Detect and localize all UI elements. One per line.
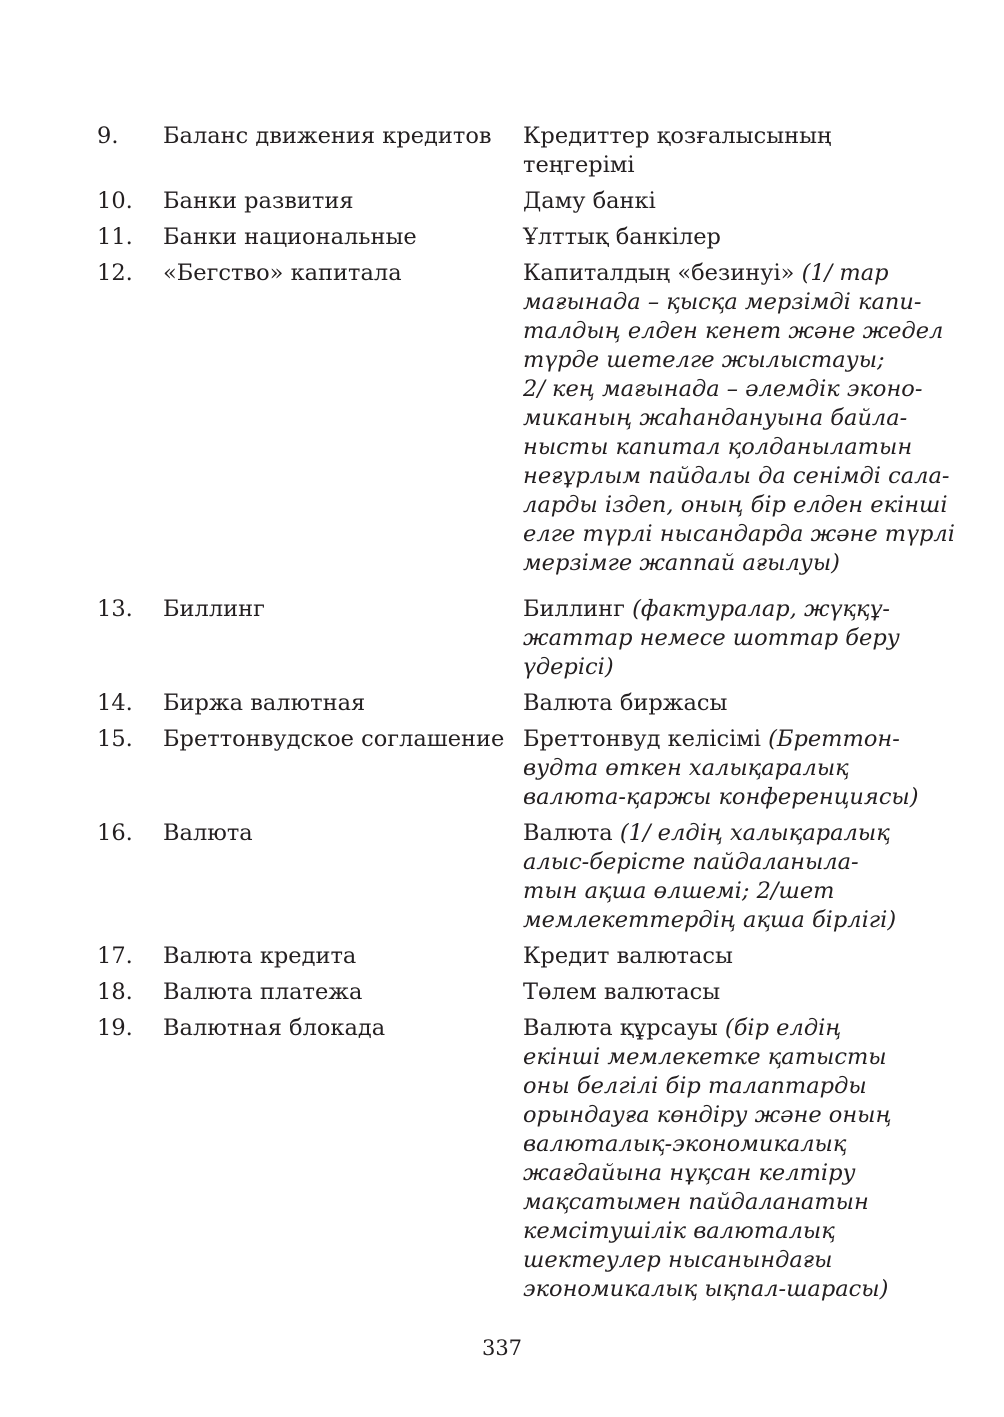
glossary-entry [97, 689, 927, 718]
russian-term: Валюта платежа [163, 979, 363, 1005]
entry-number: 16. [97, 820, 133, 846]
translation-note: (бір елдің [724, 1015, 842, 1041]
russian-term: Бреттонвудское соглашение [163, 726, 505, 752]
translation-line [523, 783, 919, 812]
translation-line [523, 346, 913, 375]
translation-line [523, 1275, 913, 1304]
translation-line [523, 549, 913, 578]
translation-note: нысты капитал қолданылатын [523, 434, 913, 460]
translation-note: екінші мемлекетке қатысты [523, 1044, 887, 1070]
translation-note: мемлекеттердің ақша бірлігі) [523, 907, 897, 933]
kazakh-translation [523, 595, 913, 682]
translation-note: мақсатымен пайдаланатын [523, 1189, 869, 1215]
translation-note: тын ақша өлшемі; 2/шет [523, 878, 835, 904]
russian-term: Биллинг [163, 596, 265, 622]
translation-line [523, 491, 948, 520]
translation-note: валюта-қаржы конференциясы) [523, 784, 919, 810]
translation-term: Даму банкі [523, 188, 656, 214]
kazakh-translation [523, 725, 919, 812]
translation-line [523, 1014, 913, 1043]
entry-number: 11. [97, 224, 133, 250]
entry-number: 12. [97, 260, 133, 286]
translation-term: Кредит валютасы [523, 943, 733, 969]
translation-line [523, 288, 922, 317]
translation-line [523, 978, 913, 1007]
translation-note: алыс-берісте пайдаланыла- [523, 849, 859, 875]
translation-term: Бреттонвуд келісімі [523, 726, 769, 752]
kazakh-translation [523, 942, 913, 971]
translation-line [523, 1043, 913, 1072]
translation-line [523, 404, 913, 433]
translation-line [523, 877, 913, 906]
translation-note: мағынада – қысқа мерзімді капи- [523, 289, 922, 315]
translation-line [523, 624, 913, 653]
translation-line [523, 1159, 913, 1188]
glossary-entry [97, 942, 927, 971]
entry-number: 14. [97, 690, 133, 716]
translation-line [523, 906, 913, 935]
glossary-entry [97, 595, 927, 682]
russian-term: Биржа валютная [163, 690, 366, 716]
translation-note: (фактуралар, жүққұ- [632, 596, 891, 622]
translation-note: талдың елден кенет және жедел [523, 318, 944, 344]
translation-line [523, 223, 913, 252]
russian-term: «Бегство» капитала [163, 260, 402, 286]
translation-line [523, 725, 913, 754]
glossary-entry [97, 725, 927, 812]
glossary-entry [97, 259, 955, 578]
page-number: 337 [481, 1336, 523, 1360]
translation-note: кемсітушілік валюталық [523, 1218, 835, 1244]
translation-note: үдерісі) [523, 654, 614, 680]
translation-line [523, 122, 913, 151]
kazakh-translation [523, 819, 913, 935]
translation-term: Валюта биржасы [523, 690, 728, 716]
russian-term: Валюта кредита [163, 943, 357, 969]
translation-note: жағдайына нұқсан келтіру [523, 1160, 856, 1186]
glossary-entry [97, 819, 927, 935]
entry-number: 15. [97, 726, 133, 752]
translation-line [523, 1130, 913, 1159]
translation-line [523, 689, 913, 718]
translation-term: теңгерімі [523, 152, 635, 178]
translation-note: (Бреттон- [768, 726, 900, 752]
translation-line [523, 317, 944, 346]
kazakh-translation [523, 978, 913, 1007]
translation-line [523, 1072, 913, 1101]
entry-number: 19. [97, 1015, 133, 1041]
russian-term: Валюта [163, 820, 253, 846]
translation-note: неғұрлым пайдалы да сенімді сала- [523, 463, 950, 489]
russian-term: Банки развития [163, 188, 354, 214]
kazakh-translation [523, 1014, 913, 1304]
glossary-entry [97, 122, 927, 180]
translation-line [523, 1188, 913, 1217]
kazakh-translation [523, 689, 913, 718]
translation-note: түрде шетелге жылыстауы; [523, 347, 885, 373]
translation-note: (1/ елдің халықаралық [619, 820, 890, 846]
translation-line [523, 520, 955, 549]
translation-term: Ұлттық банкілер [523, 224, 721, 250]
translation-note: экономикалық ықпал-шарасы) [523, 1276, 889, 1302]
entry-number: 17. [97, 943, 133, 969]
glossary-entry [97, 187, 927, 216]
translation-line [523, 653, 913, 682]
translation-line [523, 151, 913, 180]
kazakh-translation [523, 223, 913, 252]
glossary-entry [97, 223, 927, 252]
translation-note: (1/ тар [801, 260, 889, 286]
translation-note: валюталық-экономикалық [523, 1131, 847, 1157]
translation-line [523, 462, 950, 491]
translation-line [523, 595, 913, 624]
translation-term: Кредиттер қозғалысының [523, 123, 832, 149]
translation-note: 2/ кең мағынада – әлемдік эконо- [523, 376, 923, 402]
glossary-list [97, 122, 955, 1304]
glossary-entry [97, 978, 927, 1007]
translation-note: мерзімге жаппай ағылуы) [523, 550, 840, 576]
translation-line [523, 259, 913, 288]
translation-line [523, 942, 913, 971]
kazakh-translation [523, 259, 955, 578]
translation-note: вудта өткен халықаралық [523, 755, 849, 781]
translation-line [523, 848, 913, 877]
translation-note: шектеулер нысанындағы [523, 1247, 833, 1273]
translation-note: оны белгілі бір талаптарды [523, 1073, 867, 1099]
translation-line [523, 187, 913, 216]
translation-line [523, 375, 923, 404]
translation-line [523, 1246, 913, 1275]
translation-line [523, 1217, 913, 1246]
glossary-entry [97, 1014, 927, 1304]
translation-note: орындауға көндіру және оның [523, 1102, 892, 1128]
translation-term: Валюта [523, 820, 620, 846]
kazakh-translation [523, 122, 913, 180]
translation-term: Биллинг [523, 596, 633, 622]
translation-term: Валюта құрсауы [523, 1015, 725, 1041]
translation-line [523, 433, 913, 462]
entry-number: 18. [97, 979, 133, 1005]
entry-number: 9. [97, 123, 119, 149]
russian-term: Валютная блокада [163, 1015, 386, 1041]
translation-note: жаттар немесе шоттар беру [523, 625, 900, 651]
translation-line [523, 819, 913, 848]
russian-term: Баланс движения кредитов [163, 123, 492, 149]
translation-note: ларды іздеп, оның бір елден екінші [523, 492, 948, 518]
translation-term: Капиталдың «безинуі» [523, 260, 802, 286]
entry-number: 13. [97, 596, 133, 622]
entry-number: 10. [97, 188, 133, 214]
translation-line [523, 1101, 913, 1130]
translation-note: миканың жаһандануына байла- [523, 405, 908, 431]
translation-note: елге түрлі нысандарда және түрлі [523, 521, 955, 547]
russian-term: Банки национальные [163, 224, 417, 250]
translation-term: Төлем валютасы [523, 979, 721, 1005]
translation-line [523, 754, 913, 783]
kazakh-translation [523, 187, 913, 216]
